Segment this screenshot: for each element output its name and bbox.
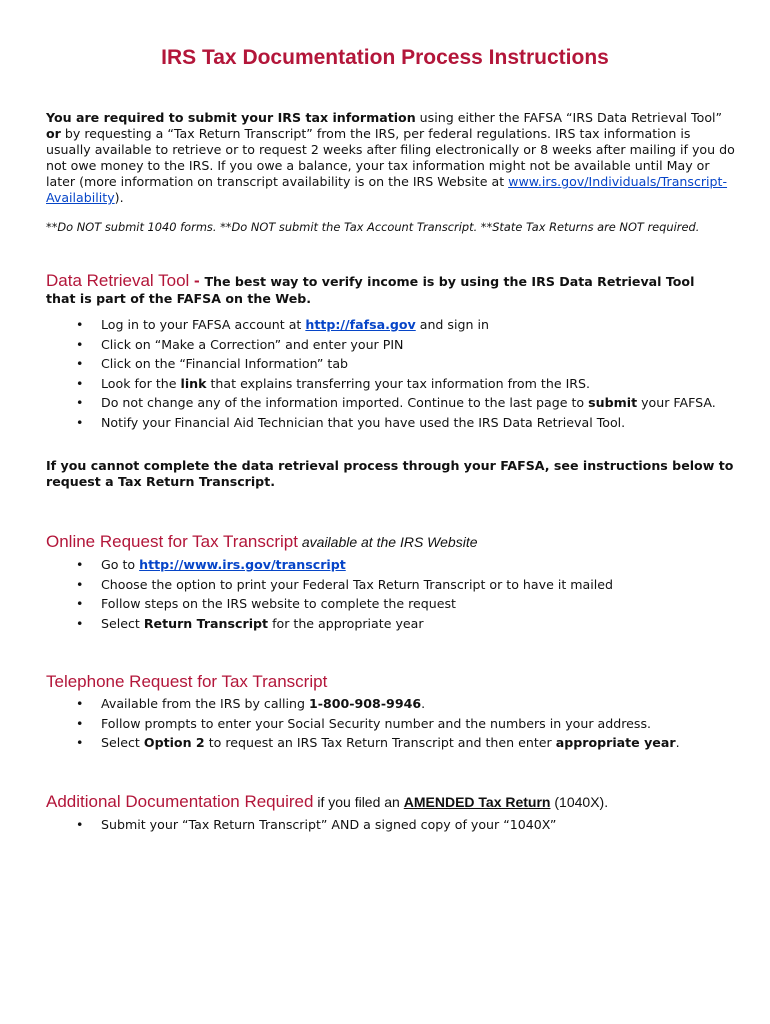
list-item: • Follow prompts to enter your Social Security number and the numbers in your address. — [46, 714, 746, 734]
list-item: • Click on “Make a Correction” and enter your PIN — [46, 335, 746, 355]
list-item: • Select Option 2 to request an IRS Tax Return Transcript and then enter appropriate year. — [46, 733, 746, 753]
phone-heading: Telephone Request for Tax Transcript — [46, 672, 328, 691]
list-item: • Look for the link that explains transferring your tax information from the IRS. — [46, 374, 746, 394]
list-item: • Go to http://www.irs.gov/transcript — [46, 555, 746, 575]
fallback-warning: If you cannot complete the data retrieval process through your FAFSA, see instructions below to request a Tax Return Transcript. — [46, 458, 734, 489]
list-item: • Log in to your FAFSA account at http://fafsa.gov and sign in — [46, 315, 746, 335]
list-item: • Available from the IRS by calling 1-800-908-9946. — [46, 694, 746, 714]
list-item: • Do not change any of the information imported. Continue to the last page to submit your FAFSA. — [46, 393, 746, 413]
intro-bold-lead: You are required to submit your IRS tax information — [46, 110, 416, 125]
list-item: • Submit your “Tax Return Transcript” AND a signed copy of your “1040X” — [46, 815, 746, 835]
phone-steps-list — [46, 694, 746, 753]
fafsa-link[interactable]: http://fafsa.gov — [305, 317, 416, 332]
list-item: • Choose the option to print your Federal Tax Return Transcript or to have it mailed — [46, 575, 746, 595]
additional-heading: Additional Documentation Required if you filed an AMENDED Tax Return (1040X). — [46, 792, 609, 811]
do-not-submit-note: **Do NOT submit 1040 forms. **Do NOT submit the Tax Account Transcript. **State Tax Returns are NOT required. — [46, 220, 700, 234]
online-heading: Online Request for Tax Transcript available at the IRS Website — [46, 532, 478, 551]
additional-steps-list — [46, 815, 746, 835]
online-steps-list — [46, 555, 746, 633]
page-title: IRS Tax Documentation Process Instructions — [161, 46, 609, 69]
list-item: • Notify your Financial Aid Technician that you have used the IRS Data Retrieval Tool. — [46, 413, 746, 433]
intro-paragraph: You are required to submit your IRS tax information using either the FAFSA “IRS Data Retrieval Tool” or by requesting a “Tax Return Transcript” from the IRS, per federal regulations. IRS tax information is usually available to retrieve or to request 2 weeks after filing electronically or 8 weeks after mailing if you do not owe money to the IRS. If you owe a balance, your tax information might not be available until May or later (more information on transcript availability is on the IRS Website at www.irs.gov/Individuals/Transcript-Availability). — [46, 110, 735, 205]
list-item: • Follow steps on the IRS website to complete the request — [46, 594, 746, 614]
list-item: • Click on the “Financial Information” tab — [46, 354, 746, 374]
transcript-availability-link[interactable]: www.irs.gov/Individuals/Transcript-Availability — [46, 174, 728, 205]
drt-subline: that is part of the FAFSA on the Web. — [46, 291, 312, 306]
list-item: • Select Return Transcript for the appropriate year — [46, 614, 746, 634]
drt-heading: Data Retrieval Tool - The best way to verify income is by using the IRS Data Retrieval Tool — [46, 271, 695, 290]
drt-steps-list — [46, 315, 746, 433]
irs-transcript-link[interactable]: http://www.irs.gov/transcript — [139, 557, 346, 572]
